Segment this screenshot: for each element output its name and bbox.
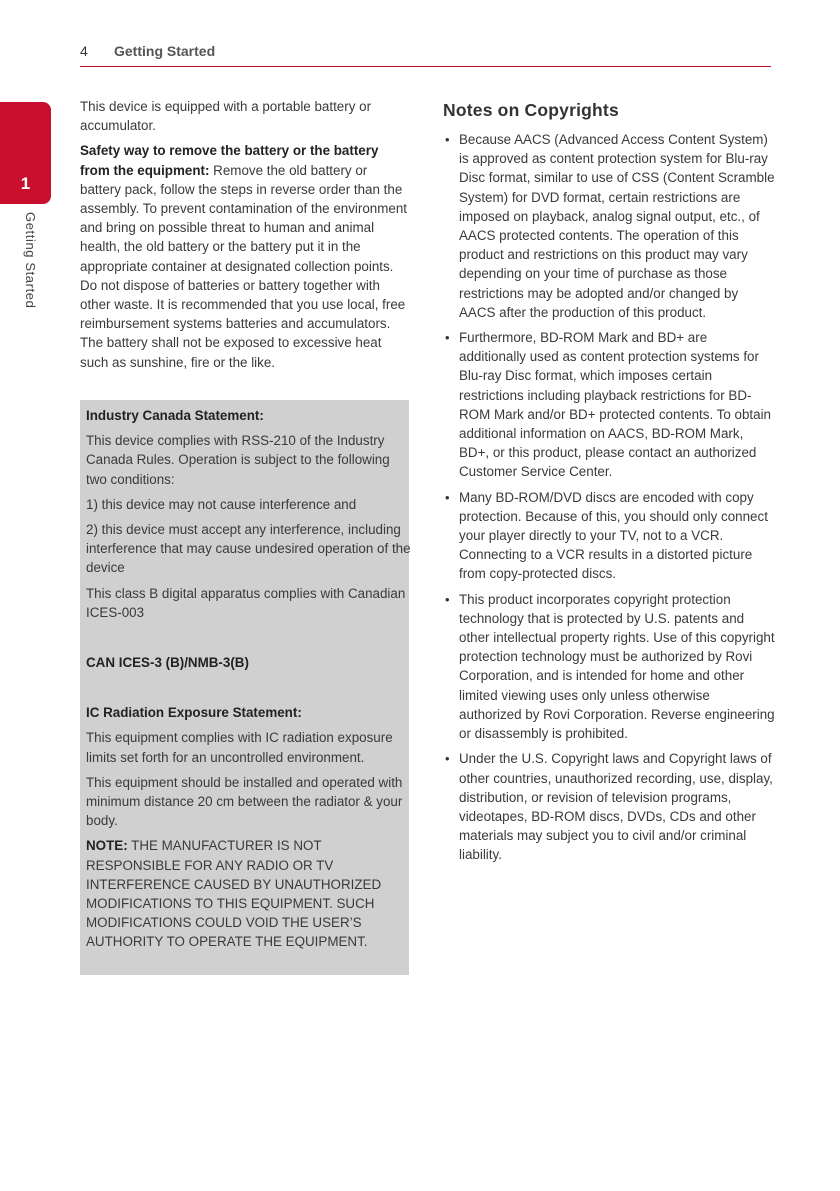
left-column [80,97,410,378]
list-item [443,328,775,482]
list-item [443,130,775,322]
bullet-icon: • [445,132,450,147]
radiation-text: This equipment complies with IC radiation exposure limits set forth for an uncontrolled environment. [86,730,393,765]
note-paragraph [86,836,412,951]
battery-safety-heading: Safety way to remove the battery or the battery from the equipment: [80,143,379,178]
list-item-text: This product incorporates copyright protection technology that is protected by U.S. patents and other intellectual property rights. Use of this copyright protection technology must be authorized by Rovi Corporation, and is intended for home and other limited viewing uses only unless otherwise authorized by Rovi Corporation. Reverse engineering or disassembly is prohibited. [459,591,775,742]
ic-condition-2: 2) this device must accept any interference, including interference that may cause undesired operation of the device [86,522,411,576]
list-item-text: Many BD-ROM/DVD discs are encoded with copy protection. Because of this, you should only connect your player directly to your TV, not to a VCR. Connecting to a VCR results in a distorted picture from copy-protected discs. [459,489,768,582]
chapter-number: 1 [20,174,31,193]
page-header [80,40,771,67]
industry-canada-box [80,400,409,975]
chapter-tab [0,102,51,204]
list-item [443,749,775,864]
list-item [443,590,775,744]
copyright-title: Notes on Copyrights [443,100,619,120]
list-item [443,488,775,584]
header-section-title: Getting Started [114,43,216,59]
ic-text: This device complies with RSS-210 of the Industry Canada Rules. Operation is subject to the following two conditions: [86,433,390,487]
page-number: 4 [80,43,88,59]
list-item-text: Under the U.S. Copyright laws and Copyright laws of other countries, unauthorized recording, use, display, distribution, or revision of television programs, videotapes, BD-ROM discs, DVDs, CDs and other materials may subject you to civil and/or criminal liability. [459,751,773,863]
list-item-text: Furthermore, BD-ROM Mark and BD+ are additionally used as content protection systems for Blu-ray Disc format, which imposes certain restrictions including playback restrictions for BD-ROM Mark and/or BD+ protected contents. To obtain additional information on AACS, BD-ROM Mark, BD+, or this product, please contact an authorized Customer Service Center. [459,330,771,480]
chapter-side-label-text: Getting Started [23,212,38,309]
battery-intro: This device is equipped with a portable battery or accumulator. [80,99,372,134]
install-text: This equipment should be installed and operated with minimum distance 20 cm between the radiator & your body. [86,774,403,829]
list-item-text: Because AACS (Advanced Access Content System) is approved as content protection system for Blu-ray Disc format, similar to use of CSS (Content Scramble System) for DVD format, certain restrictions are imposed on playback, analog signal output, etc., of AACS protected contents. The operation of this product and restrictions on this product may vary depending on your time of purchase as those restrictions may be adopted and/or changed by AACS after the production of this product. [459,132,775,320]
bullet-icon: • [445,489,450,505]
ices-label: CAN ICES-3 (B)/NMB-3(B) [86,655,249,671]
battery-safety-text: Remove the old battery or battery pack, follow the steps in reverse order than the assembly. To prevent contamination of the environment and bring on possible threat to human and animal health, the old battery or the battery put it in the appropriate container at designated collection points. Do not dispose of batteries or battery together with other waste. It is recommended that you use local, free reimbursement systems batteries and accumulators. The battery shall not be exposed to excessive heat such as sunshine, fire or the like. [80,162,408,370]
ic-heading: Industry Canada Statement: [86,408,264,423]
right-column [443,100,775,871]
class-b-text: This class B digital apparatus complies with Canadian ICES-003 [86,585,406,620]
bullet-icon: • [445,330,450,346]
note-text: THE MANUFACTURER IS NOT RESPONSIBLE FOR ANY RADIO OR TV INTERFERENCE CAUSED BY UNAUTHORIZED MODIFICATIONS TO THIS EQUIPMENT. SUCH MODIFICATIONS COULD VOID THE USER’S AUTHORITY TO OPERATE THE EQUIPMENT. [86,838,382,950]
copyright-list [443,130,775,865]
radiation-heading: IC Radiation Exposure Statement: [86,705,302,721]
ic-condition-1: 1) this device may not cause interference and [86,496,357,512]
note-label: NOTE: [86,838,128,854]
battery-safety-paragraph [80,141,410,371]
bullet-icon: • [445,591,450,607]
bullet-icon: • [445,751,450,767]
